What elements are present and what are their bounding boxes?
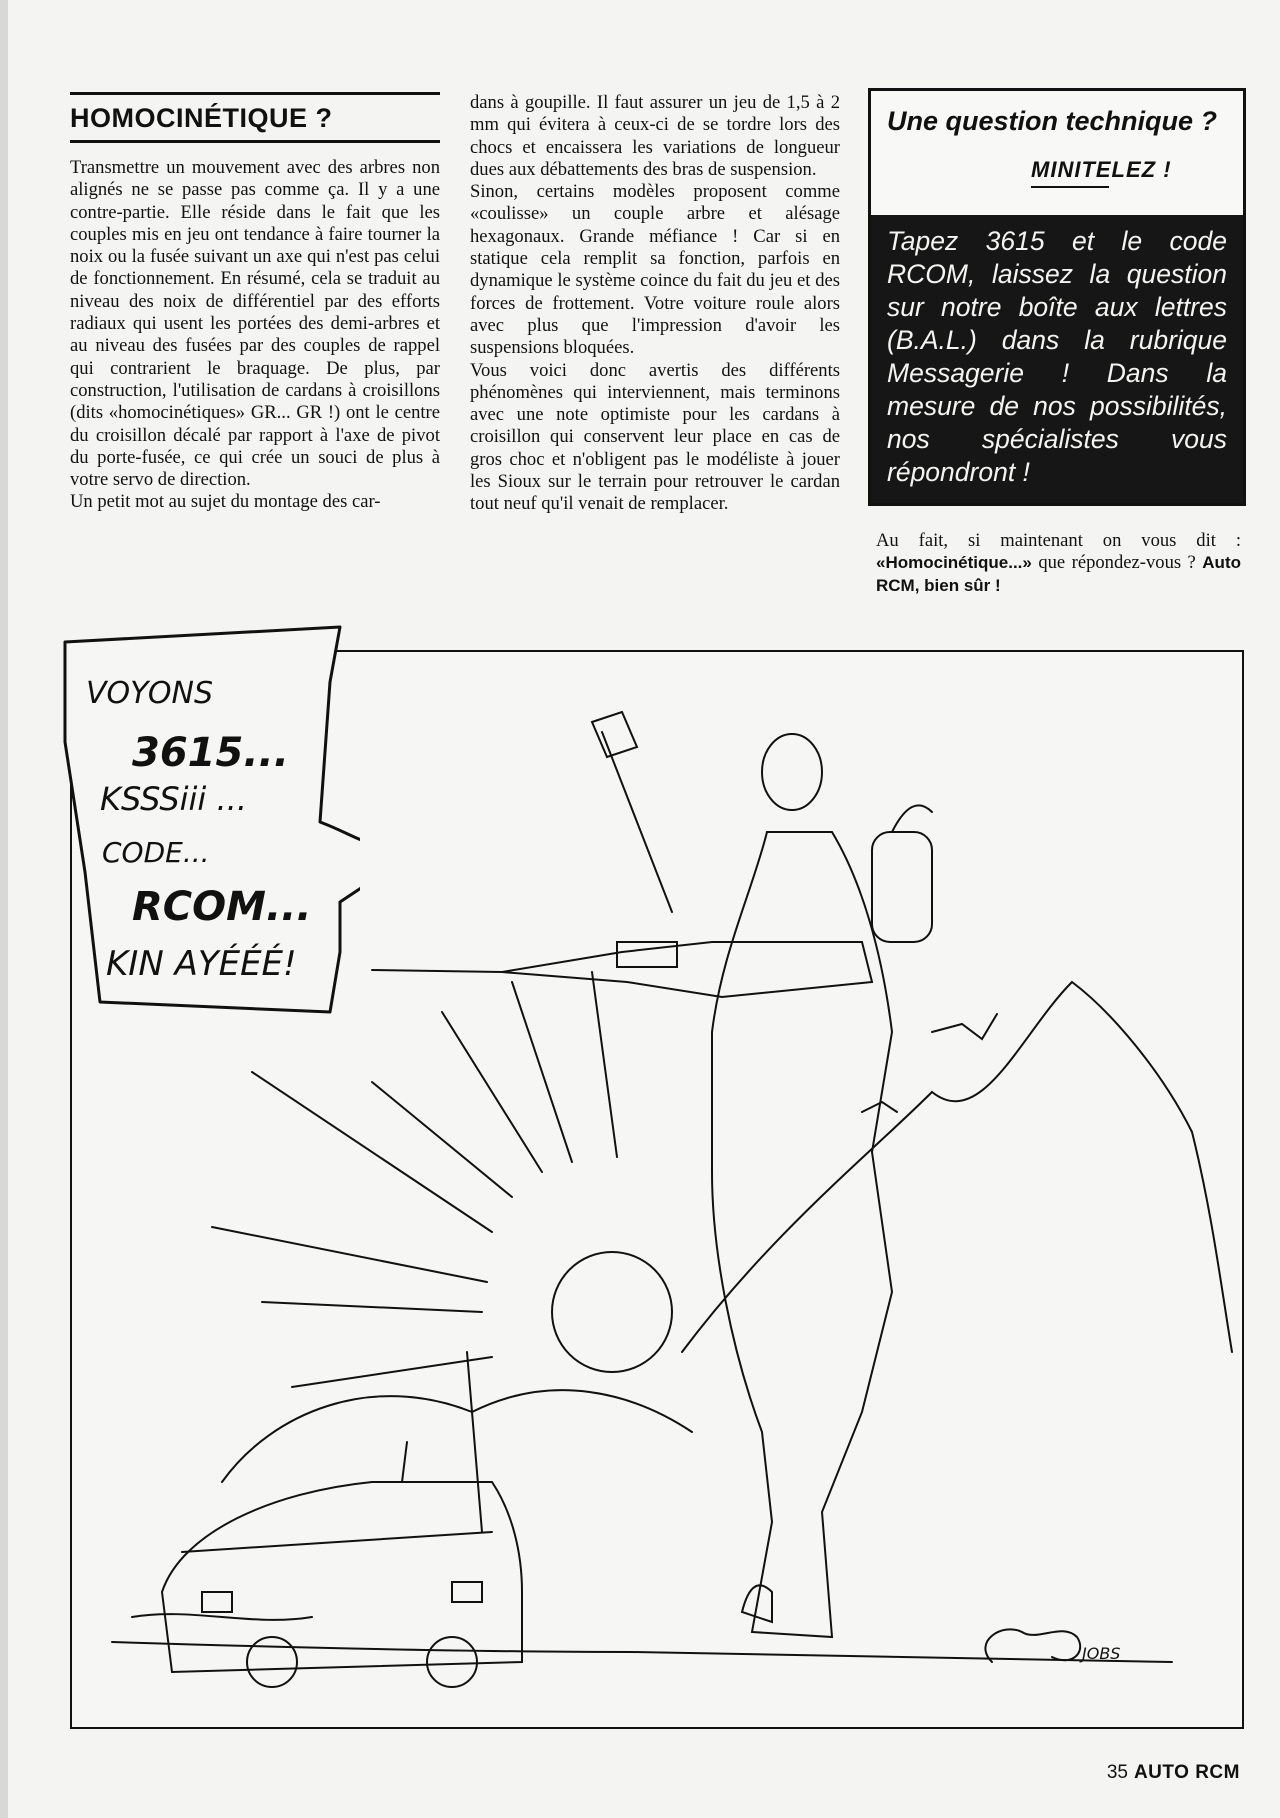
bubble-line: 3615...	[132, 730, 289, 776]
page-number: 35	[1106, 1762, 1128, 1783]
article-column-1	[70, 92, 440, 514]
article-paragraph: Transmettre un mouvement avec des arbres non alignés ne se passe pas comme ça. Il y a une contre-partie. Elle réside dans le fait que les couples mis en jeu ont tendance à faire tourner la noix ou la fusée suivant un axe qui n'est pas celui de fonctionnement. En résumé, cela se traduit au niveau des noix de différentiel par des efforts radiaux qui usent les portées des demi-arbres et au niveau des fusées par des couples de rappel qui contrarient le braquage. De plus, par construction, l'utilisation de cardans à croisillons (dits «homocinétiques» GR... GR !) ont le centre du croisillon décalé par rapport à l'axe de pivot du porte-fusée, ce qui crée un souci de plus à votre servo de direction.	[70, 157, 440, 491]
article-paragraph: Un petit mot au sujet du montage des car-	[70, 491, 381, 513]
page-footer	[1107, 1762, 1240, 1784]
minitel-call-underline	[1031, 186, 1109, 188]
minitel-call: MINITELEZ !	[1031, 157, 1172, 182]
minitel-instructions: Tapez 3615 et le code RCOM, laissez la question sur notre boîte aux lettres (B.A.L.) dans la rubrique Messagerie ! Dans la mesure de nos possibilités, nos spécialistes vous répondront !	[887, 226, 1227, 487]
article-paragraph: Vous voici donc avertis des différents phénomènes qui interviennent, mais terminons avec une note optimiste pour les cardans à croisillon qui conservent leur place en cas de gros choc et n'obligent pas le modéliste à jouer les Sioux sur le terrain pour retrouver le cardan tout neuf qu'il venait de remplacer.	[470, 359, 840, 515]
bubble-line: KSSSiii ...	[100, 780, 247, 818]
article-column-2	[470, 92, 840, 516]
closing-text-2: que répondez-vous ?	[1031, 552, 1203, 574]
page-edge	[0, 0, 8, 1818]
sun-shape	[552, 1252, 672, 1372]
article-heading: HOMOCINÉTIQUE ?	[70, 103, 333, 133]
heading-bottom-rule	[70, 140, 440, 143]
bubble-line: RCOM...	[132, 884, 312, 930]
minitel-question: Une question technique ?	[887, 106, 1218, 136]
closing-paragraph	[876, 530, 1241, 597]
article-paragraph: Sinon, certains modèles proposent comme «coulisse» un couple arbre et alésage hexagonaux. Grande méfiance ! Car si en statique cela remplit sa fonction, parfois en dynamique le système coince du fait du jeu et des forces de frottement. Votre voiture roule alors avec plus que l'impression d'avoir les suspensions bloquées.	[470, 181, 840, 359]
bubble-line: VOYONS	[86, 676, 214, 711]
minitel-box	[868, 88, 1246, 506]
bubble-line: KIN AYÉÉÉ!	[106, 944, 297, 984]
closing-bold: Auto RCM, bien sûr !	[876, 553, 1241, 595]
bubble-line: CODE...	[102, 836, 210, 869]
minitel-instructions-panel	[871, 215, 1243, 503]
closing-text: Au fait, si maintenant on vous dit :	[876, 530, 1241, 551]
article-paragraph: dans à goupille. Il faut assurer un jeu de 1,5 à 2 mm qui évitera à ceux-ci de se tordre lors des chocs et encaissera les variations de longueur dues aux débattements des bras de suspension.	[470, 92, 840, 180]
magazine-brand: AUTO RCM	[1133, 1762, 1240, 1783]
artist-signature: JOBS	[1082, 1644, 1121, 1663]
closing-quote: «Homocinétique...»	[876, 553, 1032, 573]
